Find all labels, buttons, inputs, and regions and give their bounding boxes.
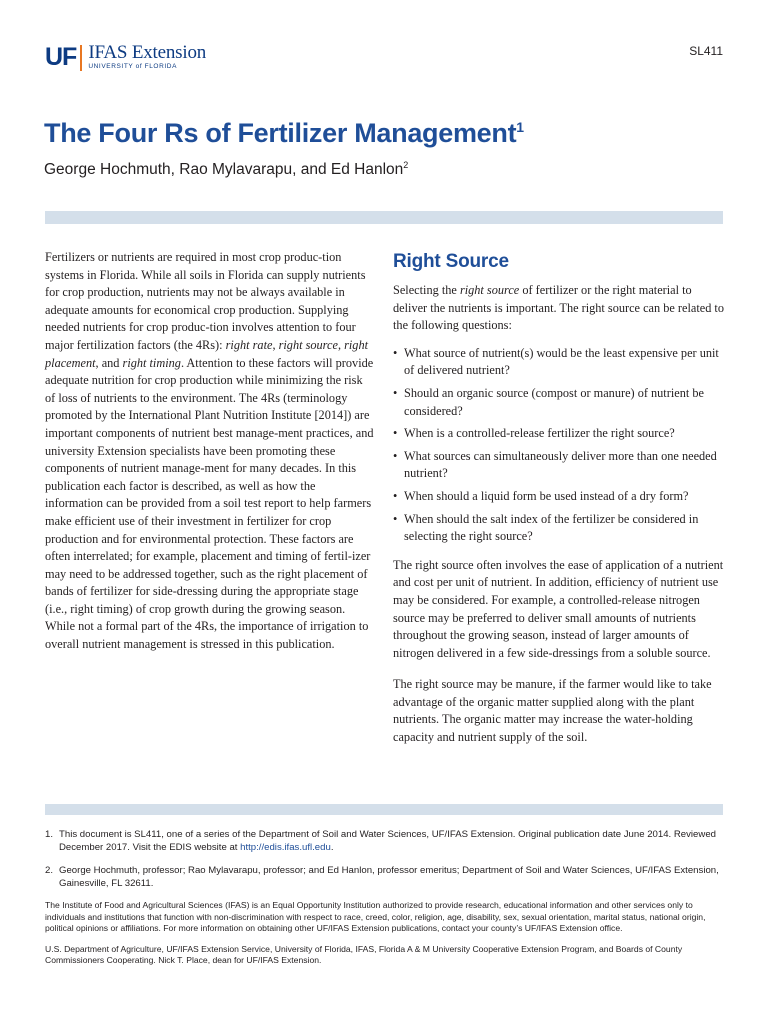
- list-item-text: When should a liquid form be used instead of a dry form?: [404, 488, 689, 503]
- right-source-paragraph-2: The right source often involves the ease of application of a nutrient and cost per unit of nutrient. In addition, efficiency of nutrient use may be considered. For example, a controlled-release nitrogen source may be preferred to deliver small amounts of nutrients throughout the growing season, instead of larger amounts of nitrogen delivered in a few side-dressings from a soluble source.: [393, 557, 724, 660]
- bullet-icon: •: [393, 511, 398, 526]
- footnote-1: [45, 828, 725, 854]
- right-source-paragraph-3: The right source may be manure, if the farmer would like to take advantage of the organic matter supplied along with the plant nutrients. The organic matter may increase the water-holding capacity and nutrient supply of the soil.: [393, 677, 712, 745]
- bullet-icon: •: [393, 385, 398, 400]
- cooperating-agencies-statement: U.S. Department of Agriculture, UF/IFAS Extension Service, University of Florida, IFAS, Florida A & M University Cooperative Extension Program, and Boards of County Commissioners Cooperating. Nick T. Place, dean for UF/IFAS Extension.: [45, 943, 683, 965]
- intro-text-1: Fertilizers or nutrients are required in most crop produc-tion systems in Florida. While all soils in Florida can supply nutrients for crop production, nutrients may not be always available in adequate amounts for economical crop production. Supplying needed nutrients for crop produc-tion involves attention to four major fertilization factors (the 4Rs):: [45, 250, 366, 352]
- list-item-text: What sources can simultaneously deliver more than one needed nutrient?: [404, 448, 717, 481]
- intro-column: [45, 249, 375, 654]
- intro-em-right-placement: right placement: [45, 337, 369, 370]
- intro-sep-3: , and: [95, 355, 123, 370]
- list-item: [393, 385, 725, 420]
- list-item-text: What source of nutrient(s) would be the least expensive per unit of delivered nutrient?: [404, 345, 719, 378]
- bullet-icon: •: [393, 426, 398, 441]
- logo-university-text: UNIVERSITY of FLORIDA: [88, 63, 178, 70]
- intro-text-2: . Attention to these factors will provide adequate nutrition for crop production while minimizing the risk of loss of nutrients to the environment. The 4Rs (terminology promoted by the International Plant Nutrition Institute [2014]) are important components of nutrient best manage-ment practices, and university Extension specialists have been promoting these components of nutrient manage-ment for many decades. In this publication each factor is described, as well as how the information can be provided from a soil test report to help farmers make efficient use of their investment in fertilizer for crop production and for environmental protection. These factors are often interrelated; for example, placement and timing of fertil-izer may need to be addressed together, such as the right placement of bands of fertilizer for side-dressing during the appropriate stage (i.e., right timing) of crop growth during the growing season. While not a formal part of the 4Rs, the importance of irrigation to overall nutrient management is stressed in this publication.: [45, 355, 374, 652]
- list-item-text: Should an organic source (compost or manure) of nutrient be considered?: [404, 385, 704, 418]
- intro-sep-1: ,: [272, 337, 279, 352]
- logo-ifas-text: IFAS Extension: [88, 42, 207, 63]
- footnote-1-text: This document is SL411, one of a series of the Department of Soil and Water Sciences, UF/IFAS Extension. Original publication date June 2014. Reviewed December 2017. Visit the EDIS website at: [59, 829, 716, 853]
- header-divider-band: [45, 211, 723, 224]
- list-item: [393, 448, 725, 483]
- authors-footnote-ref[interactable]: 2: [403, 160, 409, 170]
- list-item-text: When should the salt index of the fertilizer be considered in selecting the right source?: [404, 511, 699, 544]
- paragraph-gap: [393, 662, 725, 676]
- lead-em: right source: [459, 283, 520, 297]
- title-footnote-ref[interactable]: 1: [516, 119, 524, 135]
- list-item: [393, 488, 725, 506]
- footnote-number: 2.: [45, 865, 54, 876]
- footnote-2: [45, 864, 725, 890]
- section-heading-right-source: Right Source: [393, 251, 509, 272]
- equal-opportunity-statement: The Institute of Food and Agricultural Sciences (IFAS) is an Equal Opportunity Institution authorized to provide research, educational information and other services only to individuals and institutions that function with non-discrimination with respect to race, creed, color, religion, age, disability, sex, sexual orientation, marital status, national origin, political opinions or affiliations. For more information on obtaining other UF/IFAS Extension publications, contact your county’s UF/IFAS Extension office.: [45, 900, 706, 933]
- list-item: [393, 345, 725, 380]
- bullet-icon: •: [393, 448, 398, 463]
- list-item: [393, 511, 725, 546]
- intro-em-right-timing: right timing: [122, 355, 181, 370]
- edis-link[interactable]: http://edis.ifas.ufl.edu: [240, 842, 331, 853]
- page-title: [44, 118, 524, 149]
- authors-line: [44, 160, 408, 179]
- bullet-icon: •: [393, 345, 398, 360]
- intro-em-right-source: right source: [278, 337, 338, 352]
- uf-ifas-logo[interactable]: [45, 44, 206, 74]
- lead-text-a: Selecting the: [393, 283, 460, 297]
- intro-sep-2: ,: [337, 337, 345, 352]
- right-source-section: [393, 250, 725, 747]
- bullet-icon: •: [393, 488, 398, 503]
- footnotes: [45, 828, 725, 976]
- logo-wordmark: [88, 44, 206, 71]
- right-source-lead: [393, 282, 725, 335]
- footnote-text: [59, 828, 725, 854]
- list-item-text: When is a controlled-release fertilizer the right source?: [404, 426, 675, 441]
- authors-text: George Hochmuth, Rao Mylavarapu, and Ed Hanlon: [44, 161, 404, 179]
- intro-em-right-rate: right rate: [225, 337, 273, 352]
- questions-list: [393, 345, 725, 546]
- lead-text-b: of fertilizer or the right material to deliver the nutrients is important. The right source can be related to the following questions:: [393, 283, 725, 333]
- footnote-number: 1.: [45, 829, 54, 840]
- document-number: SL411: [689, 44, 723, 58]
- footnote-divider-band: [45, 804, 723, 815]
- footnote-1-end: .: [330, 842, 334, 853]
- logo-uf-mark: UF: [45, 43, 77, 71]
- intro-paragraph: [45, 249, 375, 654]
- list-item: [393, 425, 725, 443]
- footnote-text: George Hochmuth, professor; Rao Mylavarapu, professor; and Ed Hanlon, professor emeritus; Department of Soil and Water Sciences, UF/IFAS Extension, Gainesville, FL 32611.: [59, 865, 719, 889]
- logo-divider: [80, 45, 82, 71]
- title-text: The Four Rs of Fertilizer Management: [44, 118, 517, 148]
